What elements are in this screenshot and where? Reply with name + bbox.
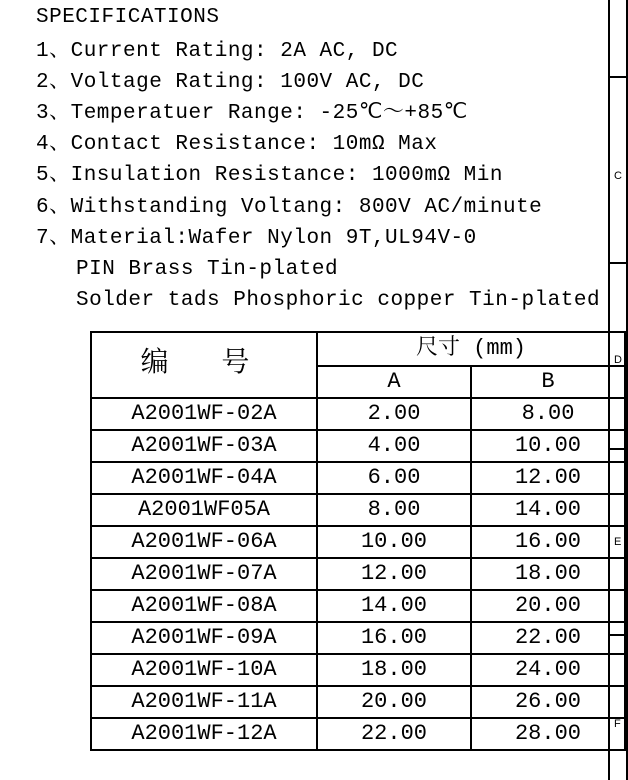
dim-a: 2.00 <box>317 398 471 430</box>
spec-line-material: 7、Material:Wafer Nylon 9T,UL94V-0 <box>36 227 477 250</box>
part-code: A2001WF-12A <box>91 718 317 750</box>
part-code: A2001WF-02A <box>91 398 317 430</box>
part-code: A2001WF-10A <box>91 654 317 686</box>
frame-border-inner <box>608 0 610 780</box>
column-a-header: A <box>317 366 471 398</box>
table-row <box>91 526 625 558</box>
dim-a: 8.00 <box>317 494 471 526</box>
spec-line-withstanding-voltage: 6、Withstanding Voltang: 800V AC/minute <box>36 196 543 219</box>
spec-line-temperature-range: 3、Temperatuer Range: -25℃～+85℃ <box>36 102 468 125</box>
dim-a: 10.00 <box>317 526 471 558</box>
part-code: A2001WF-06A <box>91 526 317 558</box>
frame-zone-tick <box>610 634 628 636</box>
part-code: A2001WF-11A <box>91 686 317 718</box>
table-row <box>91 398 625 430</box>
dim-b: 12.00 <box>471 462 625 494</box>
frame-zone-tick <box>610 262 628 264</box>
frame-zone-label-d: D <box>614 354 622 366</box>
spec-line-current-rating: 1、Current Rating: 2A AC, DC <box>36 40 399 63</box>
frame-zone-label-c: C <box>614 170 622 182</box>
part-code: A2001WF-03A <box>91 430 317 462</box>
spec-line-contact-resistance: 4、Contact Resistance: 10mΩ Max <box>36 133 438 156</box>
spec-line-insulation-resistance: 5、Insulation Resistance: 1000mΩ Min <box>36 164 503 187</box>
dim-a: 18.00 <box>317 654 471 686</box>
dim-b: 14.00 <box>471 494 625 526</box>
dim-a: 4.00 <box>317 430 471 462</box>
column-b-header: B <box>471 366 625 398</box>
table-row <box>91 558 625 590</box>
part-code: A2001WF-08A <box>91 590 317 622</box>
dim-a: 20.00 <box>317 686 471 718</box>
dim-b: 10.00 <box>471 430 625 462</box>
dim-b: 18.00 <box>471 558 625 590</box>
dim-b: 16.00 <box>471 526 625 558</box>
specifications-heading: SPECIFICATIONS <box>36 6 220 29</box>
dimension-header: 尺寸 (mm) <box>317 332 625 366</box>
part-code: A2001WF-04A <box>91 462 317 494</box>
dim-b: 20.00 <box>471 590 625 622</box>
frame-zone-tick <box>610 76 628 78</box>
dim-a: 14.00 <box>317 590 471 622</box>
dim-b: 22.00 <box>471 622 625 654</box>
table-row <box>91 430 625 462</box>
dim-a: 22.00 <box>317 718 471 750</box>
part-code: A2001WF-09A <box>91 622 317 654</box>
table-row <box>91 494 625 526</box>
part-code: A2001WF-07A <box>91 558 317 590</box>
table-row <box>91 622 625 654</box>
table-row <box>91 654 625 686</box>
dim-b: 26.00 <box>471 686 625 718</box>
part-code: A2001WF05A <box>91 494 317 526</box>
table-row <box>91 686 625 718</box>
dim-a: 6.00 <box>317 462 471 494</box>
dimension-table <box>90 331 626 751</box>
spec-line-voltage-rating: 2、Voltage Rating: 100V AC, DC <box>36 71 425 94</box>
dim-a: 16.00 <box>317 622 471 654</box>
dim-b: 28.00 <box>471 718 625 750</box>
frame-zone-tick <box>610 448 628 450</box>
table-row <box>91 462 625 494</box>
code-header: 编 号 <box>91 332 317 398</box>
dim-a: 12.00 <box>317 558 471 590</box>
frame-zone-label-f: F <box>614 718 621 730</box>
spec-line-solder-tads: Solder tads Phosphoric copper Tin-plated <box>76 289 601 312</box>
table-row <box>91 718 625 750</box>
table-row <box>91 590 625 622</box>
frame-zone-label-e: E <box>614 536 622 548</box>
dim-b: 24.00 <box>471 654 625 686</box>
spec-line-pin: PIN Brass Tin-plated <box>76 258 339 281</box>
dim-b: 8.00 <box>471 398 625 430</box>
